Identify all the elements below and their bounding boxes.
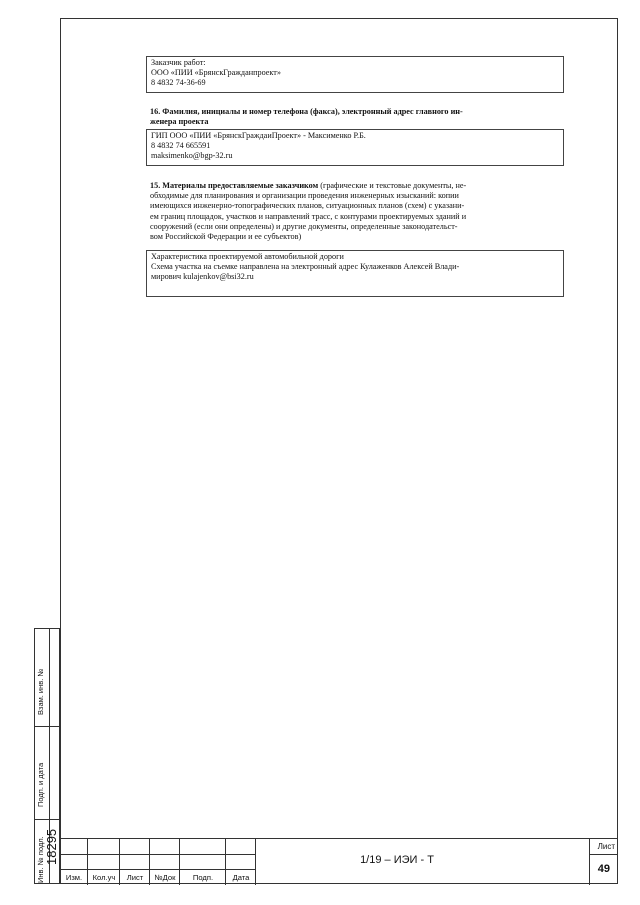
customer-line: 8 4832 74-36-69: [151, 78, 206, 88]
col-data: Дата: [232, 873, 250, 882]
section15-text: 15. Материалы предоставляемые заказчиком (графические и текстовые документы, не- обходимые для планирования и организации проведения инженерных изысканий: копии имеющихся инженерно-топографических планов, ситуационных планов (схем) с указани- ем границ площадок, участков и направлений трасс, с контурами проектируемых зданий и сооружений (если они определены) и другие документы, определенные законодательст- вом Российской Федерации и ее субъектов): [150, 181, 467, 242]
chief-engineer-box: [146, 129, 564, 166]
col-list: Лист: [126, 873, 144, 882]
materials-box: [146, 250, 564, 297]
title-block: [60, 838, 618, 884]
section16-heading: 16. Фамилия, инициалы и номер телефона (факса), электронный адрес главного ин- женера проекта: [150, 107, 463, 127]
sheet-label: Лист: [597, 842, 615, 851]
section15-heading: 15. Материалы предоставляемые заказчиком: [150, 181, 319, 190]
engineer-phone: 8 4832 74 665591: [151, 141, 211, 151]
col-kol-uch: Кол.уч: [92, 873, 116, 882]
inv-number: 18295: [44, 828, 59, 865]
vzam-inv-label: Взам. инв. №: [36, 668, 45, 715]
materials-line: мирович kulajenkov@bsi32.ru: [151, 272, 254, 282]
side-stamp: [34, 628, 60, 884]
materials-line: Схема участка на съемке направлена на электронный адрес Кулаженков Алексей Влади-: [151, 262, 460, 272]
podp-date-label: Подп. и дата: [36, 762, 45, 807]
engineer-email: maksimenko@bgp-32.ru: [151, 151, 233, 161]
inv-podl-label: Инв. № подл.: [36, 836, 45, 883]
customer-box: [146, 56, 564, 93]
sheet-number: 49: [597, 863, 610, 875]
col-ndok: №Док: [154, 873, 176, 882]
customer-line: Заказчик работ:: [151, 58, 206, 67]
engineer-name: ГИП ООО «ПИИ «БрянскГраждаиПроект» - Максименко Р.Б.: [151, 131, 366, 140]
document-code: 1/19 – ИЭИ - Т: [360, 854, 434, 866]
materials-line: Характеристика проектируемой автомобильной дороги: [151, 252, 344, 261]
customer-line: ООО «ПИИ «БрянскГражданпроект»: [151, 68, 281, 78]
col-izm: Изм.: [65, 873, 83, 882]
col-podp: Подп.: [192, 873, 214, 882]
